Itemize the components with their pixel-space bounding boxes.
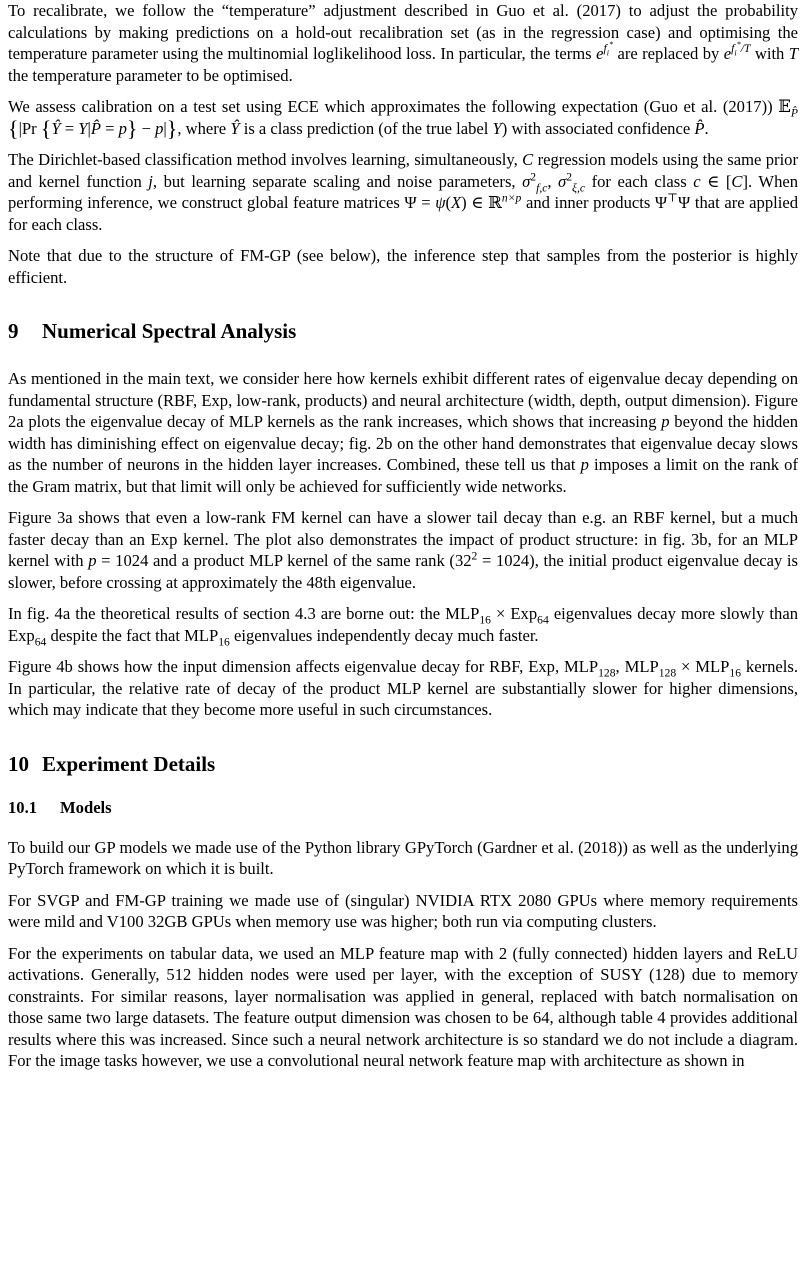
section-9-paragraph-4: Figure 4b shows how the input dimension affects eigenvalue decay for RBF, Exp, $MLP_{128}$, $MLP_{128} \times MLP_{16}$ kernels. In particular, the relative rate of decay of the product MLP kernel are substantially slower for higher dimensions, which may indicate that they become more useful in such circumstances. <box>8 657 798 719</box>
intro-paragraph-2: We assess calibration on a test set using ECE which approximates the following expectation (Guo et al. (2017)) 𝔼$_{P̂}$ {|Pr {Ŷ = Y|P̂ = p} − p|}, where Ŷ is a class prediction (of the true label Y) with associated confidence P̂. <box>8 97 798 141</box>
section-9-paragraph-1: As mentioned in the main text, we consider here how kernels exhibit different rates of eigenvalue decay depending on fundamental structure (RBF, Exp, low-rank, products) and neural architecture (width, depth, output dimension). Figure 2a plots the eigenvalue decay of MLP kernels as the rank increases, which shows that increasing p beyond the hidden width has diminishing effect on eigenvalue decay; fig. 2b on the other hand demonstrates that eigenvalue decay slows as the number of neurons in the hidden layer increases. Combined, these tell us that p imposes a limit on the rank of the Gram matrix, but that limit will only be achieved for sufficiently wide networks. <box>8 369 798 496</box>
subsection-10-1-heading: 10.1 Models <box>8 797 112 817</box>
section-9-paragraph-3: In fig. 4a the theoretical results of section 4.3 are borne out: the $MLP_{16} \times Exp_{64}$ eigenvalues decay more slowly than Exp$_{64}$ despite the fact that $MLP_{16}$ eigenvalues independently decay much faster. <box>8 604 798 648</box>
section-10-paragraph-2: For SVGP and FM-GP training we made use of (singular) NVIDIA RTX 2080 GPUs where memory requirements were mild and V100 32GB GPUs when memory use was higher; both run via computing clusters. <box>8 890 798 931</box>
section-10-paragraph-1: To build our GP models we made use of the Python library GPyTorch (Gardner et al. (2018)) as well as the underlying PyTorch framework on which it is built. <box>8 837 798 878</box>
intro-paragraph-1: To recalibrate, we follow the “temperature” adjustment described in Guo et al. (2017) to adjust the probability calculations by making predictions on a hold-out recalibration set (as in the regression case) and optimising the temperature parameter using the multinomial loglikelihood loss. In particular, the terms $e^{f_i^*}$ are replaced by $e^{f_i^*/T}$ with T the temperature parameter to be optimised. <box>8 1 799 85</box>
intro-paragraph-4: Note that due to the structure of FM-GP (see below), the inference step that samples from the posterior is highly efficient. <box>8 246 798 287</box>
intro-paragraph-3: The Dirichlet-based classification method involves learning, simultaneously, C regression models using the same prior and kernel function j, but learning separate scaling and noise parameters, $\sigma^2_{f,c}$, $\sigma^2_{\xi,c}$ for each class c ∈ [C]. When performing inference, we construct global feature matrices Ψ = ψ(X) ∈ ℝ$^{n\times p}$ and inner products Ψ⊤Ψ that are applied for each class. <box>8 150 799 234</box>
section-10-heading: 10 Experiment Details <box>8 751 216 776</box>
section-9-paragraph-2: Figure 3a shows that even a low-rank FM kernel can have a slower tail decay than e.g. an RBF kernel, but a much faster decay than an Exp kernel. The plot also demonstrates the impact of product structure: in fig. 3b, for an MLP kernel with p = 1024 and a product MLP kernel of the same rank $(32^2 = 1024)$, the initial product eigenvalue decay is slower, before crossing at approximately the 48th eigenvalue. <box>8 508 798 592</box>
section-9-heading: 9 Numerical Spectral Analysis <box>8 319 297 343</box>
section-10-paragraph-3: For the experiments on tabular data, we used an MLP feature map with 2 (fully connected) hidden layers and ReLU activations. Generally, 512 hidden nodes were used per layer, with the exception of SUSY (128) due to memory constraints. For similar reasons, layer normalisation was applied in general, replaced with batch normalisation on those same two large datasets. The feature output dimension was chosen to be 64, although table 4 provides additional results where this was increased. Since such a neural network architecture is so standard we do not include a diagram. For the image tasks however, we use a convolutional neural network feature map with architecture as shown in <box>8 943 798 1070</box>
